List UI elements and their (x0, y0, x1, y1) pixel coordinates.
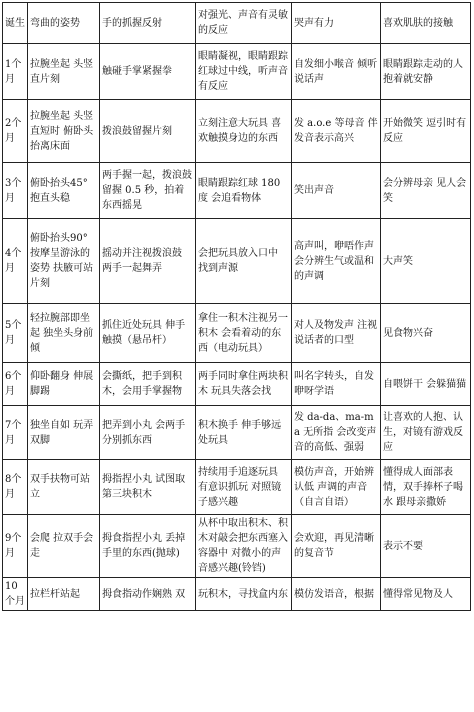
cell-text: 会爬 拉双手会走 (30, 533, 94, 559)
cell-text: 会把玩具放入口中 找到声源 (198, 248, 278, 274)
table-cell (196, 578, 292, 611)
table-cell (196, 3, 292, 44)
cell-text: 开始微笑 逗引时有反应 (383, 118, 467, 144)
cell-text: 弯曲的姿势 (30, 17, 80, 29)
cell-text: 眼睛跟踪走动的人 抱着就安静 (383, 58, 463, 85)
cell-text: 把弄到小丸 会两手分别抓东西 (102, 419, 186, 446)
cell-text: 喜欢肌肤的接触 (383, 17, 453, 29)
table-cell (292, 163, 381, 219)
cell-text: 发 a.o.e 等母音 伴发音表示高兴 (294, 118, 378, 144)
table-cell (292, 100, 381, 163)
cell-text: 手的抓握反射 (102, 17, 162, 29)
table-row (3, 44, 471, 100)
table-cell (100, 363, 196, 406)
table-cell (100, 578, 196, 611)
table-cell (381, 3, 471, 44)
table-cell (28, 406, 100, 460)
cell-text: 会分辨母亲 见人会笑 (383, 177, 467, 204)
table-cell (196, 460, 292, 515)
table-cell (100, 460, 196, 515)
table-cell (292, 406, 381, 460)
table-cell (28, 304, 100, 363)
table-cell (381, 515, 471, 578)
table-cell (196, 219, 292, 304)
table-cell (196, 163, 292, 219)
cell-text: 抓住近处玩具 伸手触摸（悬吊杆） (102, 320, 186, 346)
cell-text: 拉栏杆站起 (30, 588, 80, 600)
table-cell (292, 219, 381, 304)
table-cell (100, 406, 196, 460)
cell-text: 9个月 (5, 533, 22, 559)
table-cell (28, 363, 100, 406)
age-cell (3, 304, 28, 363)
cell-text: 拿住一积木注视另一积木 会看着动的东西（电动玩具） (198, 312, 288, 354)
age-cell (3, 219, 28, 304)
table-cell (196, 363, 292, 406)
cell-text: 积木换手 伸手够远处玩具 (198, 419, 282, 446)
header-row (3, 3, 471, 44)
table-cell (28, 515, 100, 578)
table-cell (292, 3, 381, 44)
table-cell (292, 460, 381, 515)
table-cell (381, 363, 471, 406)
table-cell (100, 44, 196, 100)
cell-text: 1个月 (5, 58, 22, 85)
cell-text: 模仿发语音，根据 (294, 588, 374, 600)
table-cell (381, 460, 471, 515)
cell-text: 会撕纸，把手到积木，会用手掌握物 (102, 371, 182, 397)
cell-text: 拇食指捏小丸 丢掉手里的东西(抛球) (102, 533, 186, 559)
development-milestones-table (2, 2, 471, 611)
table-cell (100, 100, 196, 163)
table-cell (196, 515, 292, 578)
table-cell (292, 363, 381, 406)
table-cell (28, 3, 100, 44)
table-cell (196, 304, 292, 363)
table-cell (196, 406, 292, 460)
cell-text: 会欢迎，再见清晰的复音节 (294, 533, 374, 559)
cell-text: 对强光、声音有灵敏的反应 (198, 10, 288, 36)
cell-text: 7个月 (5, 419, 22, 446)
table-row (3, 219, 471, 304)
table-cell (381, 163, 471, 219)
age-cell (3, 406, 28, 460)
age-cell (3, 460, 28, 515)
cell-text: 自喂饼干 会躲猫猫 (383, 378, 467, 390)
age-cell (3, 578, 28, 611)
cell-text: 俯卧抬头90° 按摩呈游泳的姿势 扶腋可站片刻 (30, 233, 94, 289)
table-row (3, 100, 471, 163)
table-row (3, 163, 471, 219)
cell-text: 大声笑 (383, 255, 413, 267)
cell-text: 笑出声音 (294, 185, 334, 196)
age-cell (3, 100, 28, 163)
cell-text: 8个月 (5, 474, 22, 500)
table-cell (381, 219, 471, 304)
cell-text: 拉腕坐起 头竖直片刻 (30, 58, 94, 85)
cell-text: 拉腕坐起 头竖直短时 俯卧头抬离床面 (30, 110, 94, 152)
table-cell (292, 304, 381, 363)
table-row (3, 363, 471, 406)
table-cell (100, 515, 196, 578)
cell-text: 两手同时拿住两块积木 玩具失落会找 (198, 371, 288, 397)
cell-text: 叫名字转头，自发咿呀学语 (294, 371, 374, 397)
cell-text: 模仿声音，开始辨认低 声调的声音（自言自语） (294, 466, 374, 508)
cell-text: 对人及物发声 注视说话者的口型 (294, 320, 378, 346)
table-cell (292, 515, 381, 578)
cell-text: 拇指捏小丸 试图取第三块积木 (102, 474, 186, 500)
cell-text: 让喜欢的人抱、认生，对镜有游戏反应 (383, 412, 463, 453)
table-row (3, 515, 471, 578)
age-cell (3, 163, 28, 219)
cell-text: 高声叫，咿唔作声 会分辨生气或温和的声调 (294, 240, 374, 282)
table-cell (100, 304, 196, 363)
cell-text: 3个月 (5, 177, 22, 204)
table-row (3, 460, 471, 515)
cell-text: 仰卧翻身 伸展脚踢 (30, 371, 94, 397)
table-cell (196, 44, 292, 100)
cell-text: 俯卧抬头45° 抱直头稳 (30, 177, 88, 204)
cell-text: 玩积木，寻找盒内东 (198, 588, 288, 600)
table-cell (100, 3, 196, 44)
cell-text: 懂得成人面部表情，双手捧杯子喝水 跟母亲撒娇 (383, 466, 463, 508)
cell-text: 自发细小喉音 倾听说话声 (294, 58, 378, 85)
cell-text: 两手握一起，拨浪鼓留握 0.5 秒，拍着东西摇晃 (102, 170, 192, 211)
table-cell (28, 163, 100, 219)
age-cell (3, 44, 28, 100)
table-row (3, 304, 471, 363)
cell-text: 懂得常见物及人 (383, 588, 453, 600)
cell-text: 双手扶物可站立 (30, 474, 90, 500)
table-cell (381, 100, 471, 163)
cell-text: 立刻注意大玩具 喜欢触摸身边的东西 (198, 118, 282, 144)
cell-text: 发 da-da、ma-ma 无所指 会改变声音的高低、强弱 (294, 412, 377, 453)
cell-text: 表示不要 (383, 540, 423, 552)
table-cell (381, 578, 471, 611)
cell-text: 见食物兴奋 (383, 327, 433, 339)
table-cell (292, 44, 381, 100)
cell-text: 10个月 (5, 581, 25, 607)
table-cell (381, 304, 471, 363)
cell-text: 6个月 (5, 371, 22, 397)
cell-text: 从杯中取出积木、积木对敲会把东西塞入容器中 对微小的声音感兴趣(铃铛) (198, 518, 288, 574)
table-cell (28, 219, 100, 304)
cell-text: 眼睛凝视，眼睛跟踪红球过中线，听声音有反应 (198, 51, 288, 92)
table-cell (196, 100, 292, 163)
cell-text: 5个月 (5, 320, 22, 346)
cell-text: 轻拉腕部即坐起 独坐头身前倾 (30, 312, 94, 354)
table-cell (381, 44, 471, 100)
age-cell (3, 363, 28, 406)
table-cell (28, 460, 100, 515)
age-cell (3, 515, 28, 578)
cell-text: 诞生 (5, 17, 25, 29)
table-cell (381, 406, 471, 460)
table-cell (100, 163, 196, 219)
cell-text: 眼睛跟踪红球 180度 会追看物体 (198, 177, 281, 204)
cell-text: 哭声有力 (294, 17, 334, 29)
cell-text: 拇食指动作娴熟 双 (102, 588, 186, 600)
cell-text: 拨浪鼓留握片刻 (102, 125, 172, 137)
table-cell (28, 100, 100, 163)
table-cell (100, 219, 196, 304)
cell-text: 4个月 (5, 248, 22, 274)
table-cell (28, 44, 100, 100)
table-cell (292, 578, 381, 611)
cell-text: 摇动并注视拨浪鼓 两手一起舞弄 (102, 248, 182, 274)
table-cell (28, 578, 100, 611)
cell-text: 持续用手追逐玩具 有意识抓玩 对照镜子感兴趣 (198, 466, 282, 508)
cell-text: 触碰手掌紧握拳 (102, 66, 172, 77)
age-cell (3, 3, 28, 44)
cell-text: 2个月 (5, 118, 22, 144)
cell-text: 独坐自如 玩弄双脚 (30, 419, 94, 446)
table-row (3, 406, 471, 460)
table-row (3, 578, 471, 611)
